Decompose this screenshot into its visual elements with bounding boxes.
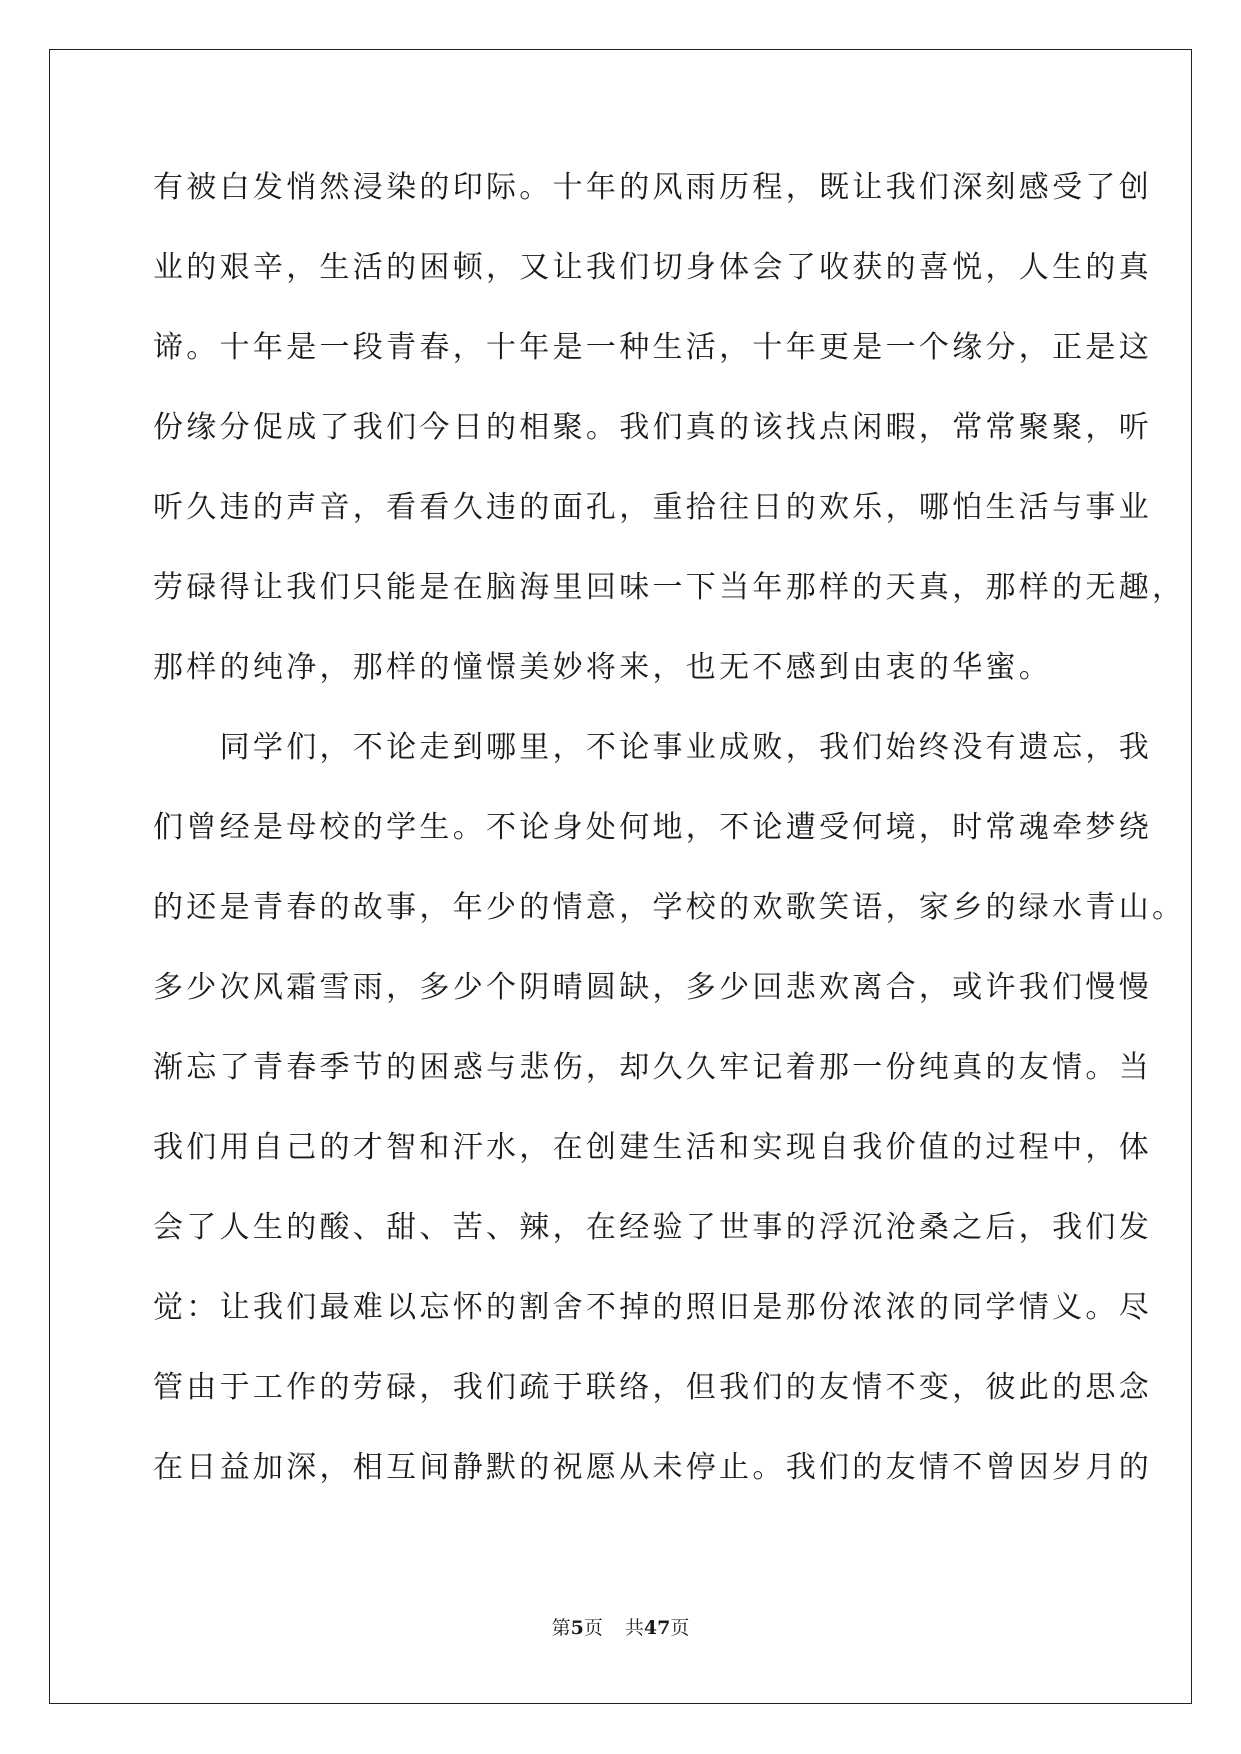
text-line: 会了人生的酸、甜、苦、辣，在经验了世事的浮沉沧桑之后，我们发 [153,1210,1152,1245]
text-line: 渐忘了青春季节的困惑与悲伤，却久久牢记着那一份纯真的友情。当 [153,1050,1152,1085]
text-line: 业的艰辛，生活的困顿，又让我们切身体会了收获的喜悦，人生的真 [153,250,1152,285]
page-prefix: 第 [551,1617,571,1639]
paragraph-start-line: 同学们，不论走到哪里，不论事业成败，我们始终没有遗忘，我 [153,730,1152,765]
text-line: 劳碌得让我们只能是在脑海里回味一下当年那样的天真，那样的无趣， [153,570,1186,605]
page-footer [0,1616,1241,1640]
text-line: 多少次风霜雪雨，多少个阴晴圆缺，多少回悲欢离合，或许我们慢慢 [153,970,1152,1005]
text-line: 管由于工作的劳碌，我们疏于联络，但我们的友情不变，彼此的思念 [153,1370,1152,1405]
text-line: 们曾经是母校的学生。不论身处何地，不论遭受何境，时常魂牵梦绕 [153,810,1152,845]
total-pages: 47 [643,1617,671,1639]
text-line: 在日益加深，相互间静默的祝愿从未停止。我们的友情不曾因岁月的 [153,1450,1152,1485]
text-line: 听久违的声音，看看久违的面孔，重拾往日的欢乐，哪怕生活与事业 [153,490,1152,525]
text-line: 有被白发悄然浸染的印际。十年的风雨历程，既让我们深刻感受了创 [153,170,1152,205]
text-line: 那样的纯净，那样的憧憬美妙将来，也无不感到由衷的华蜜。 [153,650,1053,685]
text-line: 谛。十年是一段青春，十年是一种生活，十年更是一个缘分，正是这 [153,330,1152,365]
total-prefix: 共 [624,1617,644,1639]
text-line: 我们用自己的才智和汗水，在创建生活和实现自我价值的过程中，体 [153,1130,1152,1165]
document-body [153,164,1186,1524]
text-line: 份缘分促成了我们今日的相聚。我们真的该找点闲暇，常常聚聚，听 [153,410,1152,445]
text-line: 觉：让我们最难以忘怀的割舍不掉的照旧是那份浓浓的同学情义。尽 [153,1290,1152,1325]
text-line: 的还是青春的故事，年少的情意，学校的欢歌笑语，家乡的绿水青山。 [153,890,1186,925]
page-suffix: 页 [583,1617,603,1639]
page-number: 5 [570,1617,584,1639]
total-suffix: 页 [670,1617,690,1639]
